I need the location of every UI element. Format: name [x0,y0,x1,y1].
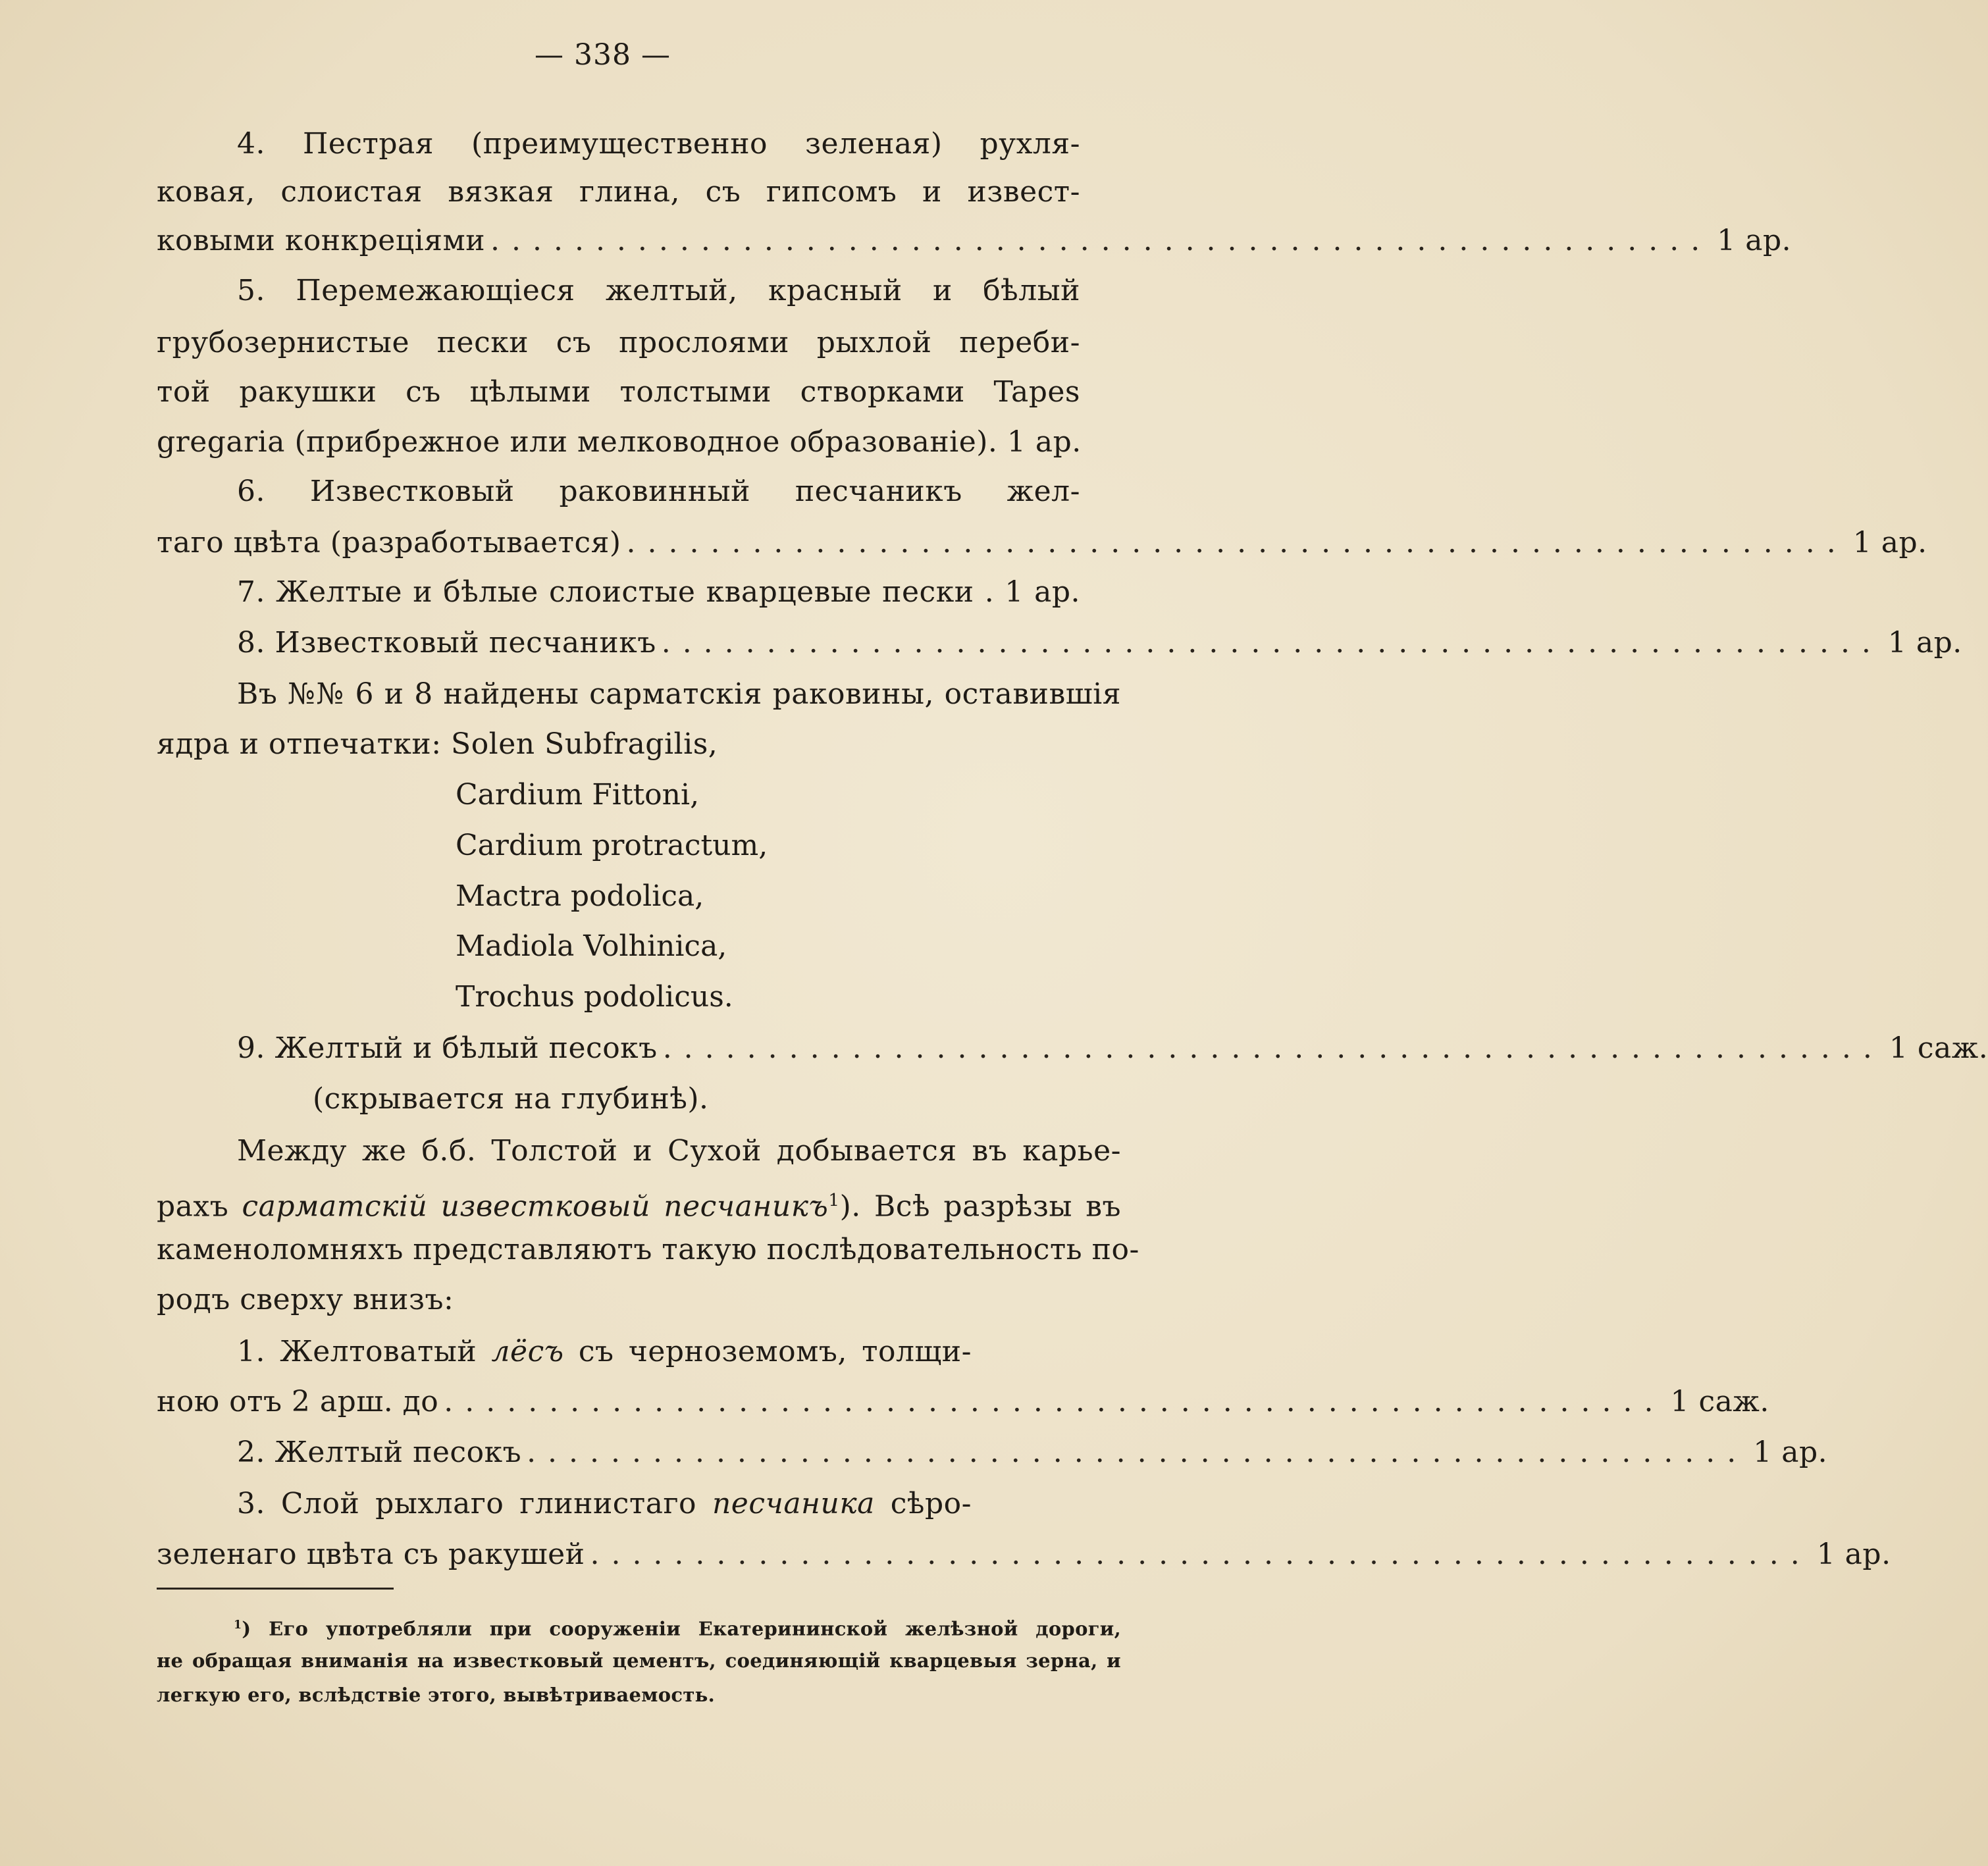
text-line: 5. Перемежающіеся желтый, красный и бѣлый [237,274,1080,307]
layer-thickness: 1 ар. [1753,1436,1828,1469]
species-name: Trochus podolicus. [456,980,733,1014]
text-line: gregaria (прибрежное или мелководное образованіе). 1 ар. [157,425,1082,459]
dot-leader: .......................................................... [661,626,1883,660]
footnote-rule [157,1588,394,1590]
layer-description: ковыми конкреціями [157,224,486,257]
layer-description: 8. Известковый песчаникъ [237,626,656,660]
italic-term: сарматскій известковый песчаникъ [242,1189,829,1224]
layer-thickness: 1 ар. [1887,626,1962,660]
text-line: той ракушки съ цѣлыми толстыми створками Tapes [157,375,1080,409]
dot-leader: .......................................................... [626,526,1848,559]
dot-leader: .......................................................... [662,1031,1884,1065]
species-name: Cardium protractum, [456,829,768,862]
text-line: ядра и отпечатки: Solen Subfragilis, [157,727,718,761]
text-line [237,1485,972,1523]
text-line-measured [157,222,1792,260]
text-line-measured [157,1383,1769,1421]
text-run: рахъ [157,1189,229,1224]
text-line: родъ сверху внизъ: [157,1283,454,1316]
dot-leader: .......................................................... [590,1538,1812,1571]
layer-description: 9. Желтый и бѣлый песокъ [237,1031,658,1065]
layer-thickness: 1 саж. [1670,1385,1769,1418]
text-line-measured [237,624,1962,662]
layer-description: ною отъ 2 арш. до [157,1385,439,1418]
text-line-measured [237,1029,1988,1068]
layer-thickness: 1 ар. [1852,526,1927,559]
text-line-measured [157,1536,1891,1574]
page-number: — 338 — [535,38,671,72]
text-run: съ черноземомъ, толщи- [578,1335,972,1368]
footnote-line: не обращая вниманія на известковый цементъ, соединяющій кварцевыя зерна, и [157,1649,1121,1672]
text-line-measured [237,1434,1828,1472]
species-name: Madiola Volhinica, [456,929,727,963]
footnote-ref: 1 [828,1190,840,1210]
text-line [157,1181,1121,1226]
text-line: ковая, слоистая вязкая глина, съ гипсомъ и извест- [157,175,1080,209]
layer-description: 2. Желтый песокъ [237,1436,522,1469]
text-line: Между же б.б. Толстой и Сухой добывается въ карье- [237,1134,1121,1168]
text-line: 7. Желтые и бѣлые слоистые кварцевые пески . 1 ар. [237,575,1080,609]
species-name: Mactra podolica, [456,879,704,913]
dot-leader: .......................................................... [527,1436,1748,1469]
layer-thickness: 1 саж. [1889,1031,1988,1065]
text-line [237,1333,972,1371]
dot-leader: .......................................................... [444,1385,1665,1418]
italic-term: песчаника [712,1487,875,1520]
text-run: 3. Слой рыхлаго глинистаго [237,1487,697,1520]
dot-leader: .......................................................... [490,224,1712,257]
text-line: грубозернистые пески съ прослоями рыхлой переби- [157,326,1080,359]
text-line: каменоломняхъ представляютъ такую послѣдовательность по- [157,1233,1139,1266]
species-name: Cardium Fittoni, [456,778,700,812]
footnote-line [234,1610,1121,1644]
text-line: Въ №№ 6 и 8 найдены сарматскія раковины, оставившія [237,677,1121,711]
footnote-mark: 1 [234,1619,242,1632]
text-line: 4. Пестрая (преимущественно зеленая) рухля- [237,127,1080,161]
layer-thickness: 1 ар. [1816,1538,1891,1571]
text-run: сѣро- [890,1487,972,1520]
footnote-line: легкую его, вслѣдствіе этого, вывѣтриваемость. [157,1684,716,1706]
text-line: (скрывается на глубинѣ). [313,1082,709,1116]
text-run: ) Его употребляли при сооруженіи Екатерининской желѣзной дороги, [242,1617,1121,1640]
italic-term: лёсъ [491,1335,564,1368]
text-line-measured [157,524,1927,562]
layer-thickness: 1 ар. [1717,224,1792,257]
text-run: ). Всѣ разрѣзы въ [839,1189,1121,1224]
layer-description: зеленаго цвѣта съ ракушей [157,1538,585,1571]
text-line: 6. Известковый раковинный песчаникъ жел- [237,475,1080,508]
text-run: 1. Желтоватый [237,1335,477,1368]
layer-description: таго цвѣта (разработывается) [157,526,621,559]
